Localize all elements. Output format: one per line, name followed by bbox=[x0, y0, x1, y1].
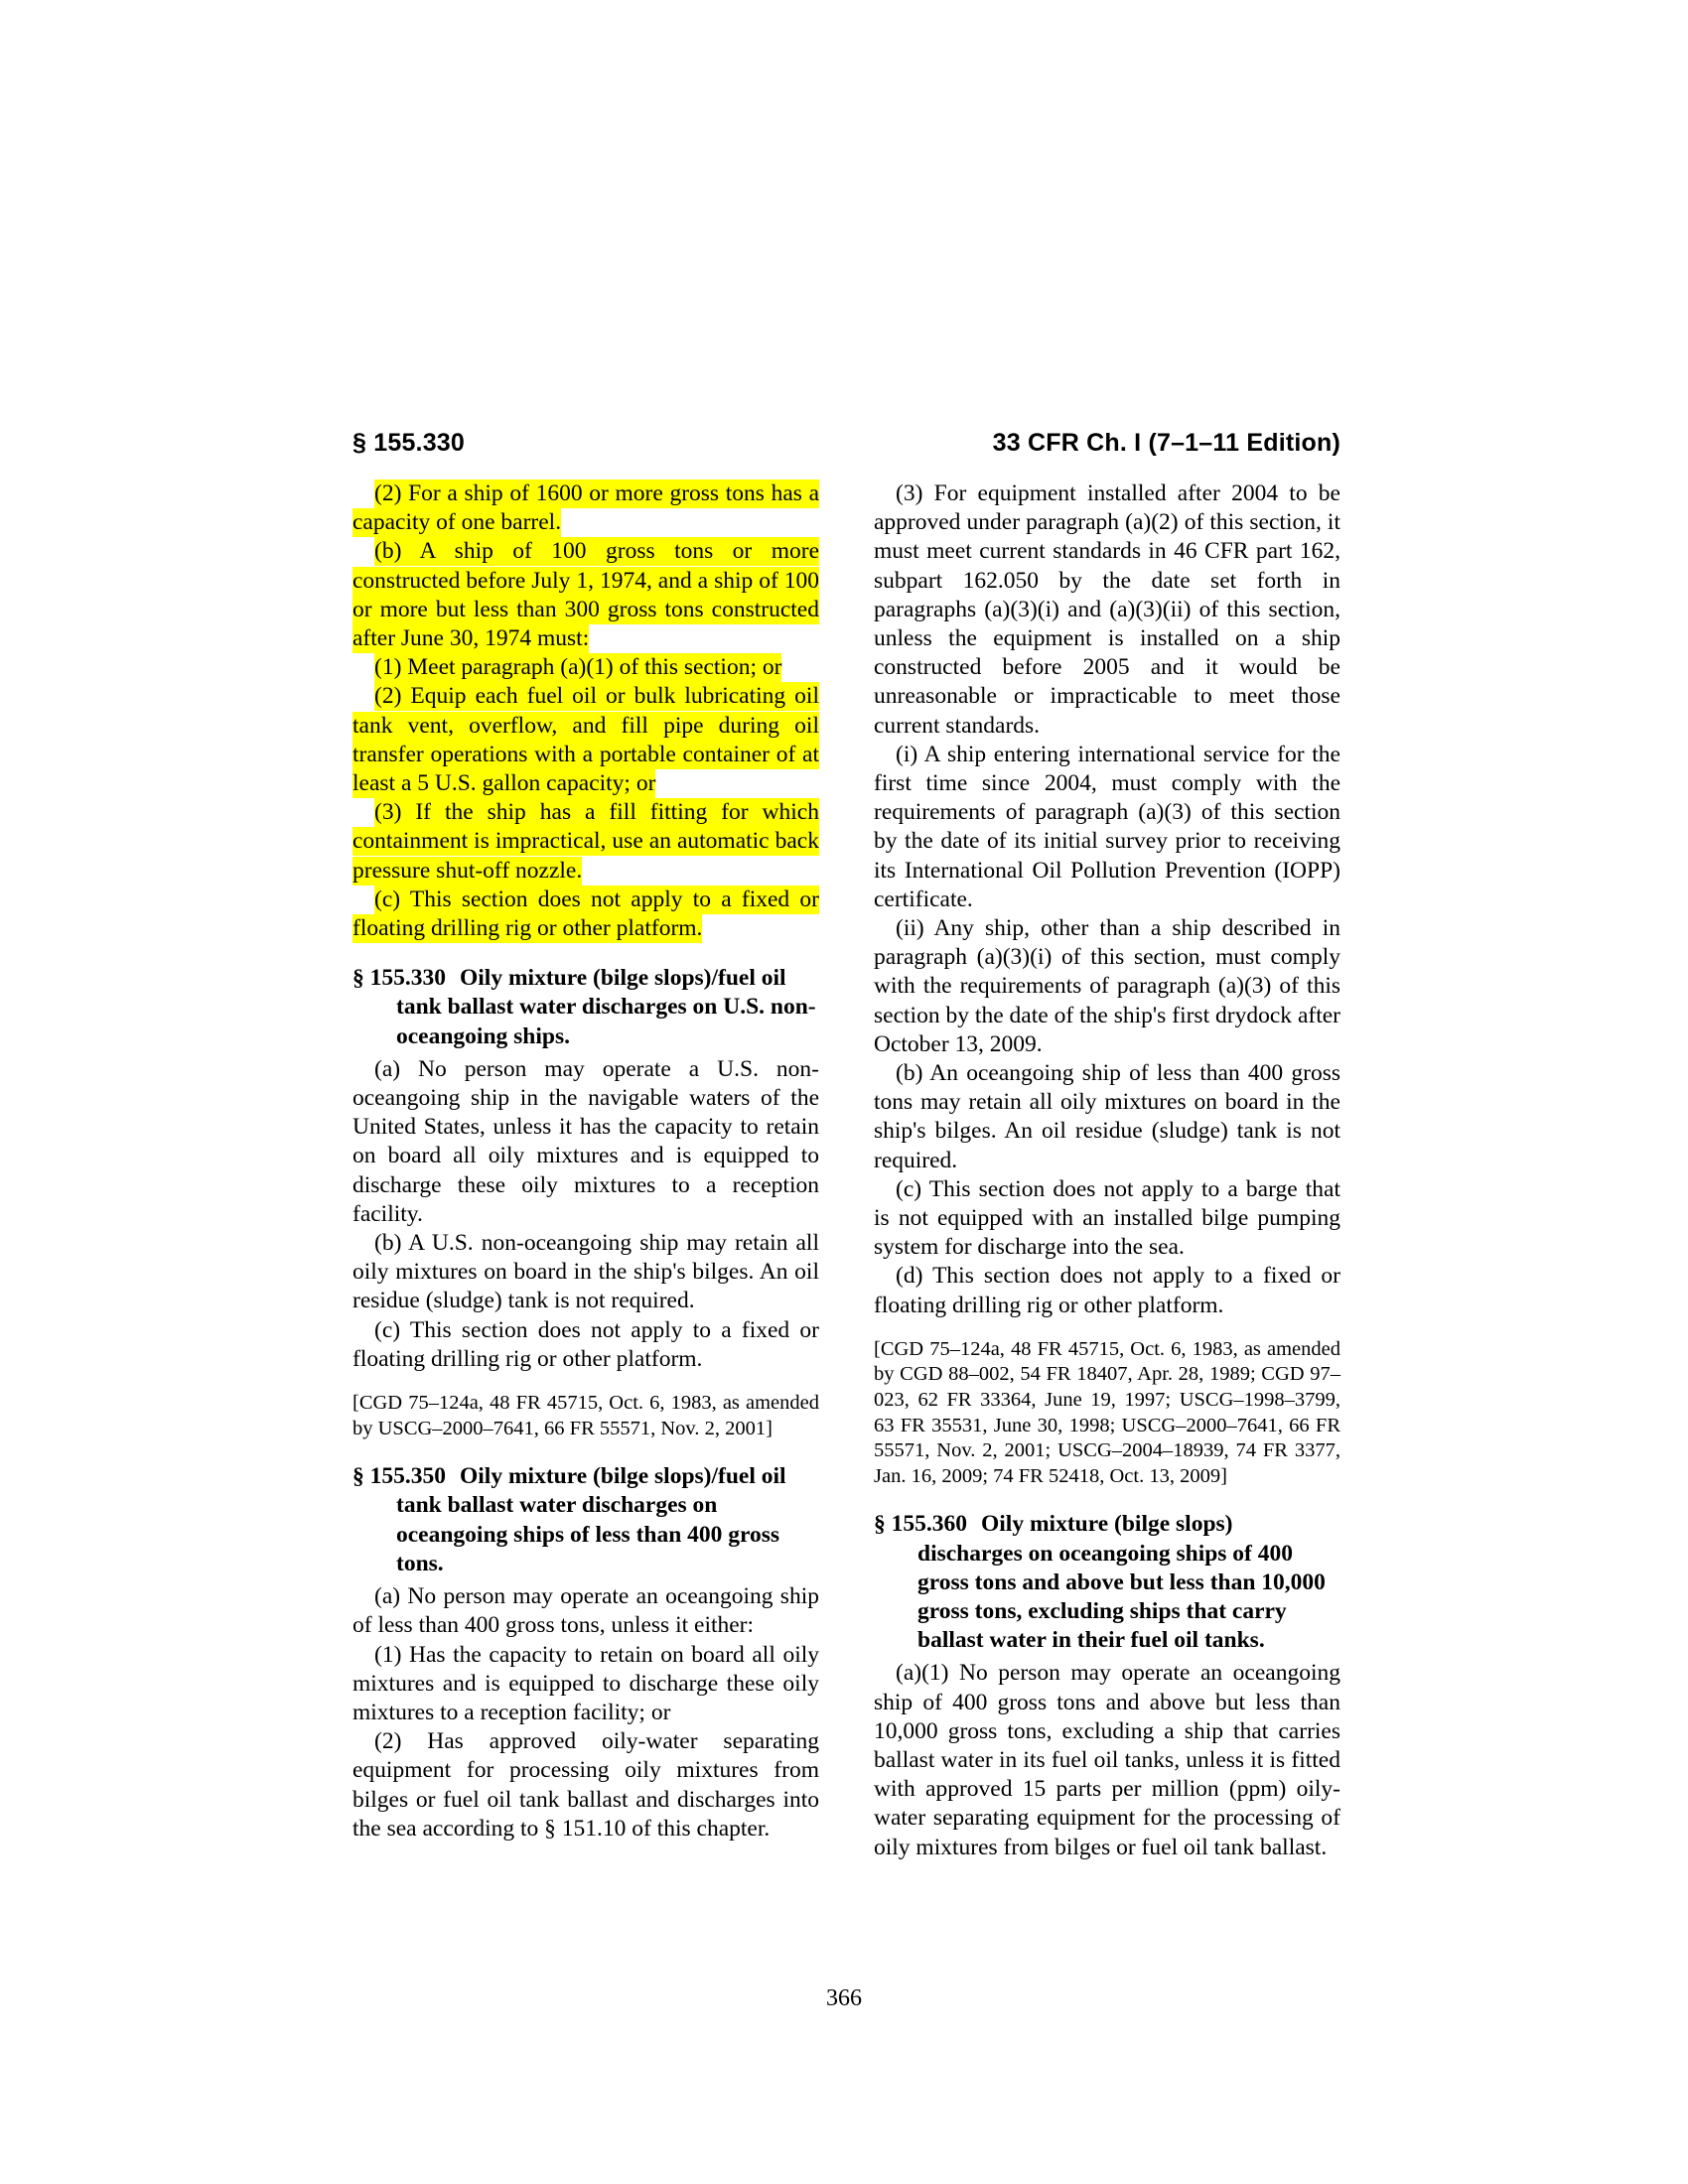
running-head bbox=[352, 429, 1340, 458]
highlighted-paragraph bbox=[352, 798, 819, 886]
paragraph: (i) A ship entering international service for the first time since 2004, must comply with the requirements of paragraph (a)(3) of this section by the date of its initial survey prior to receiving its International Oil Pollution Prevention (IOPP) certificate. bbox=[874, 741, 1340, 912]
section-number: § 155.350 bbox=[352, 1463, 446, 1490]
paragraph: (c) This section does not apply to a fixed or floating drilling rig or other platform. bbox=[352, 1316, 819, 1372]
highlighted-paragraph bbox=[352, 682, 819, 798]
highlighted-paragraph bbox=[352, 653, 819, 682]
paragraph: (ii) Any ship, other than a ship described in paragraph (a)(3)(i) of this section, must comply with the requirements of paragraph (a)(3) of this section by the date of the ship's first drydock after October 13, 2009. bbox=[874, 915, 1340, 1057]
running-head-right: 33 CFR Ch. I (7–1–11 Edition) bbox=[992, 429, 1340, 457]
highlight-text: (2) For a ship of 1600 or more gross tons has a capacity of one barrel. bbox=[352, 480, 819, 536]
paragraph: (a) No person may operate a U.S. non-oceangoing ship in the navigable waters of the United States, unless it has the capacity to retain on board all oily mixtures and is equipped to discharge these oily mixtures to a reception facility. bbox=[352, 1055, 819, 1227]
left-column bbox=[352, 479, 819, 1939]
section-heading-155-360 bbox=[874, 1510, 1340, 1655]
page-number: 366 bbox=[826, 1985, 862, 2011]
paragraph: (3) For equipment installed after 2004 to be approved under paragraph (a)(2) of this section, it must meet current standards in 46 CFR part 162, subpart 162.050 by the date set forth in paragraphs (a)(3)(i) and (a)(3)(ii) of this section, unless the equipment is installed on a ship constructed before 2005 and it would be unreasonable or impracticable to meet those current standards. bbox=[874, 480, 1340, 739]
section-heading-155-350 bbox=[352, 1462, 819, 1578]
authority-citation: [CGD 75–124a, 48 FR 45715, Oct. 6, 1983, as amended by CGD 88–002, 54 FR 18407, Apr. 28, 1989; CGD 97–023, 62 FR 33364, June 19, 1997; USCG–1998–3799, 63 FR 35531, June 30, 1998; USCG–2000–7641, 66 FR 55571, Nov. 2, 2001; USCG–2004–18939, 74 FR 3377, Jan. 16, 2009; 74 FR 52418, Oct. 13, 2009] bbox=[874, 1337, 1340, 1487]
paragraph: (a)(1) No person may operate an oceangoing ship of 400 gross tons and above but less than 10,000 gross tons, excluding a ship that carries ballast water in its fuel oil tanks, unless it is fitted with approved 15 parts per million (ppm) oily-water separating equipment for the processing of oily mixtures from bilges or fuel oil tank ballast. bbox=[874, 1660, 1340, 1860]
highlighted-paragraph bbox=[352, 886, 819, 943]
section-title: Oily mixture (bilge slops)/fuel oil tank ballast water discharges on U.S. non-oceangoing ships. bbox=[396, 965, 816, 1049]
paragraph: (1) Has the capacity to retain on board all oily mixtures and is equipped to discharge these oily mixtures to a reception facility; or bbox=[352, 1641, 819, 1725]
section-number: § 155.330 bbox=[352, 965, 446, 992]
highlight-text: (2) Equip each fuel oil or bulk lubricating oil tank vent, overflow, and fill pipe during oil transfer operations with a portable container of at least a 5 U.S. gallon capacity; or bbox=[352, 683, 819, 797]
paragraph: (a) No person may operate an oceangoing ship of less than 400 gross tons, unless it either: bbox=[352, 1583, 819, 1639]
highlighted-paragraph bbox=[352, 479, 819, 537]
highlight-text: (c) This section does not apply to a fixed or floating drilling rig or other platform. bbox=[352, 886, 819, 942]
paragraph: (c) This section does not apply to a barge that is not equipped with an installed bilge pumping system for discharge into the sea. bbox=[874, 1175, 1340, 1261]
authority-citation: [CGD 75–124a, 48 FR 45715, Oct. 6, 1983, as amended by USCG–2000–7641, 66 FR 55571, Nov. 2, 2001] bbox=[352, 1392, 819, 1439]
paragraph: (d) This section does not apply to a fixed or floating drilling rig or other platform. bbox=[874, 1263, 1340, 1318]
right-column bbox=[874, 479, 1340, 1939]
highlight-text: (3) If the ship has a fill fitting for which containment is impractical, use an automatic back pressure shut-off nozzle. bbox=[352, 799, 819, 884]
highlight-text: (1) Meet paragraph (a)(1) of this section; or bbox=[374, 654, 782, 681]
section-title: Oily mixture (bilge slops)/fuel oil tank ballast water discharges on oceangoing ships of less than 400 gross tons. bbox=[396, 1463, 786, 1576]
running-head-left: § 155.330 bbox=[352, 429, 466, 457]
highlight-text: (b) A ship of 100 gross tons or more constructed before July 1, 1974, and a ship of 100 or more but less than 300 gross tons constructed after June 30, 1974 must: bbox=[352, 538, 819, 652]
body-columns bbox=[352, 479, 1340, 1939]
section-heading-155-330 bbox=[352, 964, 819, 1051]
highlighted-paragraph bbox=[352, 537, 819, 653]
paragraph: (b) A U.S. non-oceangoing ship may retain all oily mixtures on board in the ship's bilges. An oil residue (sludge) tank is not required. bbox=[352, 1230, 819, 1314]
paragraph: (b) An oceangoing ship of less than 400 gross tons may retain all oily mixtures on board in the ship's bilges. An oil residue (sludge) tank is not required. bbox=[874, 1060, 1340, 1173]
section-number: § 155.360 bbox=[874, 1511, 967, 1538]
paragraph: (2) Has approved oily-water separating equipment for processing oily mixtures from bilges or fuel oil tank ballast and discharges into the sea according to § 151.10 of this chapter. bbox=[352, 1728, 819, 1842]
section-title: Oily mixture (bilge slops) discharges on oceangoing ships of 400 gross tons and above but less than 10,000 gross tons, excluding ships that carry ballast water in their fuel oil tanks. bbox=[917, 1511, 1326, 1654]
